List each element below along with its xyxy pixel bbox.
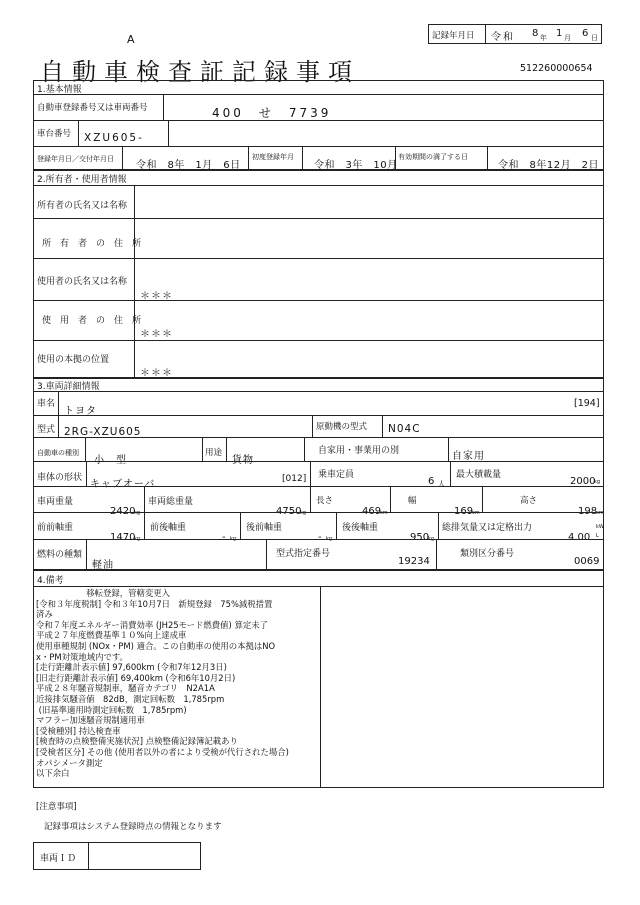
body-code: [012] — [282, 474, 307, 484]
capacity-label: 乗車定員 — [318, 470, 355, 480]
record-date-day-unit: 日 — [591, 34, 598, 42]
rf-unit: kg — [326, 536, 333, 542]
height-value: 198 — [578, 506, 598, 517]
engine-label: 原動機の型式 — [316, 422, 368, 432]
record-date-month-unit: 月 — [564, 34, 571, 42]
kind-value: 小 型 — [94, 455, 127, 466]
front-front-axle-value: 1470 — [110, 532, 136, 543]
capacity-value: 6 — [428, 476, 436, 487]
displacement-unit-l: L — [596, 533, 599, 539]
displacement-value: 4.00 — [568, 532, 591, 543]
class-number-value: 0069 — [574, 556, 600, 567]
ff-unit: kg — [134, 536, 141, 542]
capacity-unit: 人 — [438, 480, 445, 488]
record-date-year-unit: 年 — [540, 34, 547, 42]
record-date-year: 8 — [532, 28, 540, 39]
rear-rear-axle-label: 後後軸重 — [342, 523, 379, 533]
form-class: A — [127, 33, 135, 46]
purpose-value: 自家用 — [452, 451, 485, 462]
fuel-label: 燃料の種類 — [37, 550, 83, 560]
record-date-label: 記録年月日 — [432, 31, 475, 41]
gross-value: 4750 — [276, 506, 302, 517]
width-label: 幅 — [408, 496, 417, 506]
vehicle-section-label: 3.車両詳細情報 — [37, 382, 100, 392]
owner-name-label: 所有者の氏名又は名称 — [37, 201, 128, 211]
model-value: 2RG-XZU605 — [64, 426, 142, 438]
front-front-axle-label: 前前軸重 — [37, 523, 74, 533]
fuel-value: 軽油 — [92, 560, 114, 571]
body-label: 車体の形状 — [37, 473, 83, 483]
first-reg-value: 令和 3年 10月 — [314, 160, 398, 171]
height-label: 高さ — [520, 496, 538, 506]
vehicle-id-label: 車両ＩＤ — [40, 854, 77, 864]
rr-unit: kg — [428, 536, 435, 542]
remarks-section-label: 4.備考 — [37, 576, 64, 586]
user-name-value: ＊＊＊ — [140, 291, 173, 302]
width-unit: cm — [472, 510, 480, 516]
remarks-text: 移転登録，管轄変更入 [令和３年度税制] 令和３年10月7日 新規登録 75%減税措置 済み 令和７年度エネルギー消費効率 (JH25モード燃費値) 算定未了 平成２７年度燃費基準１０%向上達成車 使用車種規制 (NOx・PM) 適合。この自動車の使用の本拠はNO x・PM対策地域内です。 [走行距離計表示値] 97,600km (令和7年12月3日) [旧走行距離計表示値] 69,400km (令和6年10月2日) 平成２８年騒音規制車，騒音カテゴリ N2A1A 近接排気騒音値 82dB，測定回転数 1,785rpm (旧基準適用時測定回転数 1,785rpm) マフラー加速騒音規制適用車 [受検種別] 持込検査車 [検査時の点検整備実施状況] 点検整備記録簿記載あり [受検者区分] その他 (使用者以外の者により受検が代行された場合) オパシメータ測定 以下余白 — [36, 588, 289, 779]
page-title: 自動車検査証記録事項 — [40, 58, 360, 86]
front-rear-axle-label: 前後軸重 — [150, 523, 187, 533]
record-date-month: 1 — [556, 28, 564, 39]
body-value: キャブオーバ — [90, 479, 156, 490]
displacement-unit-kw: kW — [596, 524, 604, 530]
reg-number-value: 400 せ 7739 — [212, 106, 332, 120]
user-name-label: 使用者の氏名又は名称 — [37, 277, 128, 287]
expiry-value: 令和 8年12月 2日 — [498, 160, 599, 171]
rear-rear-axle-value: 950 — [410, 532, 430, 543]
purpose-label: 自家用・事業用の別 — [318, 446, 400, 456]
gross-label: 車両総重量 — [148, 497, 194, 507]
type-number-label: 型式指定番号 — [276, 549, 331, 559]
max-load-value: 2000 — [570, 476, 596, 487]
height-unit: cm — [596, 510, 604, 516]
chassis-number-value: XZU605- — [84, 132, 144, 144]
base-location-label: 使用の本拠の位置 — [37, 355, 110, 365]
owner-address-label: 所 有 者 の 住 所 — [42, 239, 142, 249]
use-value: 貨物 — [232, 455, 254, 466]
basic-section-label: 1.基本情報 — [37, 85, 82, 95]
record-date-era: 令和 — [491, 32, 515, 43]
front-rear-axle-value: - — [222, 532, 227, 543]
max-load-unit: kg — [594, 479, 601, 485]
weight-value: 2420 — [110, 506, 136, 517]
first-reg-label: 初度登録年月 — [252, 153, 294, 161]
reg-date-value: 令和 8年 1月 6日 — [136, 160, 241, 171]
fr-unit: kg — [230, 536, 237, 542]
user-address-label: 使 用 者 の 住 所 — [42, 316, 142, 326]
reg-date-label: 登録年月日／交付年月日 — [37, 155, 114, 163]
weight-unit: kg — [134, 510, 141, 516]
base-location-value: ＊＊＊ — [140, 368, 173, 379]
notes-label: [注意事項] — [36, 802, 77, 812]
type-number-value: 19234 — [398, 556, 430, 567]
chassis-number-label: 車台番号 — [37, 129, 72, 139]
reg-number-label: 自動車登録番号又は車両番号 — [37, 103, 148, 113]
expiry-label: 有効期間の満了する日 — [398, 153, 468, 161]
max-load-label: 最大積載量 — [456, 470, 502, 480]
length-label: 長さ — [316, 496, 334, 506]
doc-number: 512260000654 — [520, 63, 593, 74]
rear-front-axle-value: - — [318, 532, 323, 543]
displacement-label: 総排気量又は定格出力 — [442, 523, 533, 533]
use-label: 用途 — [205, 448, 223, 458]
length-value: 469 — [362, 506, 382, 517]
width-value: 169 — [454, 506, 474, 517]
gross-unit: kg — [300, 510, 307, 516]
make-value: トヨタ — [64, 406, 97, 417]
rear-front-axle-label: 後前軸重 — [246, 523, 283, 533]
length-unit: cm — [380, 510, 388, 516]
class-number-label: 類別区分番号 — [460, 549, 515, 559]
kind-label: 自動車の種別 — [37, 449, 79, 457]
record-date-day: 6 — [582, 28, 590, 39]
engine-value: N04C — [388, 423, 421, 435]
make-label: 車名 — [37, 399, 56, 409]
owner-section-label: 2.所有者・使用者情報 — [37, 175, 127, 185]
make-code: [194] — [574, 398, 600, 409]
weight-label: 車両重量 — [37, 497, 74, 507]
model-label: 型式 — [37, 425, 56, 435]
user-address-value: ＊＊＊ — [140, 329, 173, 340]
notes-text: 記録事項はシステム登録時点の情報となります — [44, 822, 222, 832]
